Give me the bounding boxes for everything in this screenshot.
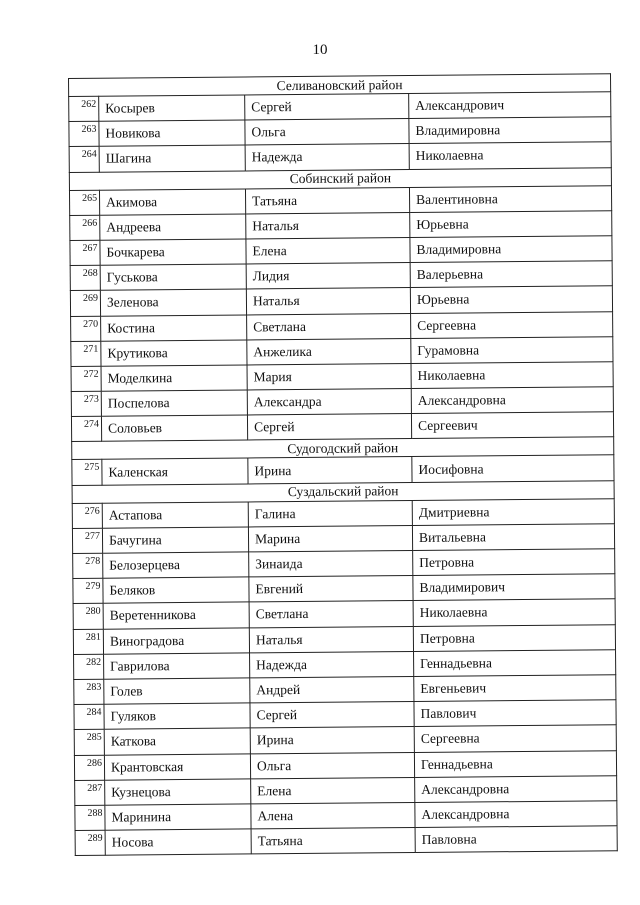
cell-name: Елена	[251, 777, 415, 804]
cell-num: 263	[69, 121, 99, 146]
cell-surname: Бачугина	[102, 527, 248, 553]
cell-patronymic: Владимировна	[409, 117, 611, 144]
cell-patronymic: Иосифовна	[412, 455, 614, 482]
cell-surname: Гуляков	[104, 703, 250, 729]
cell-patronymic: Сергеевич	[411, 412, 613, 439]
cell-name: Наталья	[246, 212, 410, 239]
page-number: 10	[312, 42, 328, 58]
cell-name: Алена	[251, 802, 415, 829]
roster-table-wrapper	[68, 73, 617, 856]
cell-name: Мария	[247, 363, 411, 390]
cell-patronymic: Геннадьевна	[414, 649, 616, 676]
cell-patronymic: Николаевна	[411, 362, 613, 389]
cell-name: Светлана	[249, 601, 413, 628]
cell-num: 279	[73, 578, 103, 603]
cell-surname: Андреева	[100, 214, 246, 240]
cell-name: Ольга	[250, 752, 414, 779]
cell-name: Ольга	[245, 119, 409, 146]
cell-patronymic: Юрьевна	[410, 286, 612, 313]
cell-num: 265	[69, 190, 99, 215]
cell-surname: Белозерцева	[103, 552, 249, 578]
cell-surname: Каткова	[104, 728, 250, 754]
cell-num: 272	[71, 366, 101, 391]
cell-surname: Каленская	[102, 458, 248, 484]
cell-patronymic: Николаевна	[409, 142, 611, 169]
cell-surname: Новикова	[99, 120, 245, 146]
cell-num: 267	[70, 240, 100, 265]
cell-num: 289	[75, 830, 105, 855]
cell-surname: Носова	[105, 829, 251, 855]
roster-table	[68, 73, 618, 856]
cell-name: Надежда	[250, 651, 414, 678]
cell-surname: Бочкарева	[100, 239, 246, 265]
cell-surname: Крутикова	[101, 340, 247, 366]
cell-num: 280	[73, 604, 103, 629]
cell-patronymic: Юрьевна	[410, 211, 612, 238]
district-name: Собинский район	[69, 167, 611, 190]
cell-patronymic: Сергеевна	[411, 311, 613, 338]
cell-patronymic: Александровна	[415, 801, 617, 828]
cell-patronymic: Витальевна	[412, 524, 614, 551]
cell-name: Сергей	[245, 94, 409, 121]
district-name: Селивановский район	[69, 74, 611, 97]
cell-num: 281	[73, 629, 103, 654]
cell-surname: Голев	[104, 678, 250, 704]
cell-name: Галина	[248, 500, 412, 527]
cell-surname: Шагина	[99, 145, 245, 171]
cell-patronymic: Николаевна	[413, 599, 615, 626]
cell-surname: Акимова	[99, 189, 245, 215]
cell-surname: Виноградова	[103, 628, 249, 654]
cell-surname: Веретенникова	[103, 602, 249, 628]
cell-patronymic: Петровна	[413, 624, 615, 651]
cell-surname: Кузнецова	[105, 779, 251, 805]
cell-num: 285	[74, 730, 104, 755]
cell-num: 278	[73, 553, 103, 578]
cell-name: Евгений	[249, 576, 413, 603]
cell-num: 282	[74, 654, 104, 679]
cell-num: 274	[71, 416, 101, 441]
cell-patronymic: Геннадьевна	[414, 750, 616, 777]
cell-patronymic: Евгеньевич	[414, 675, 616, 702]
cell-patronymic: Владимировна	[410, 236, 612, 263]
cell-num: 277	[72, 528, 102, 553]
cell-num: 287	[75, 780, 105, 805]
cell-name: Ирина	[250, 727, 414, 754]
cell-patronymic: Сергеевна	[414, 725, 616, 752]
cell-patronymic: Александровна	[415, 775, 617, 802]
cell-name: Надежда	[245, 144, 409, 171]
cell-patronymic: Валентиновна	[409, 185, 611, 212]
cell-num: 269	[70, 291, 100, 316]
cell-patronymic: Павловна	[415, 826, 617, 853]
cell-surname: Крантовская	[104, 753, 250, 779]
cell-name: Татьяна	[251, 828, 415, 855]
cell-patronymic: Петровна	[413, 549, 615, 576]
cell-num: 276	[72, 503, 102, 528]
cell-surname: Соловьев	[101, 415, 247, 441]
cell-name: Наталья	[246, 288, 410, 315]
cell-patronymic: Александровна	[411, 387, 613, 414]
cell-name: Андрей	[250, 676, 414, 703]
cell-name: Елена	[246, 237, 410, 264]
cell-patronymic: Дмитриевна	[412, 498, 614, 525]
cell-name: Марина	[248, 525, 412, 552]
cell-surname: Астапова	[102, 502, 248, 528]
district-name: Судогодский район	[72, 437, 614, 460]
cell-name: Сергей	[247, 414, 411, 441]
district-name: Суздальский район	[72, 480, 614, 503]
cell-surname: Зеленова	[100, 289, 246, 315]
cell-surname: Костина	[101, 314, 247, 340]
cell-name: Александра	[247, 389, 411, 416]
cell-name: Анжелика	[247, 338, 411, 365]
roster-table-body	[69, 74, 618, 856]
cell-num: 266	[70, 215, 100, 240]
cell-name: Ирина	[248, 457, 412, 484]
cell-name: Лидия	[246, 263, 410, 290]
cell-num: 273	[71, 391, 101, 416]
cell-patronymic: Павлович	[414, 700, 616, 727]
cell-num: 283	[74, 679, 104, 704]
cell-name: Татьяна	[245, 187, 409, 214]
cell-num: 262	[69, 96, 99, 121]
cell-num: 268	[70, 265, 100, 290]
cell-patronymic: Александрович	[409, 92, 611, 119]
cell-num: 270	[71, 316, 101, 341]
cell-num: 264	[69, 147, 99, 172]
cell-name: Сергей	[250, 702, 414, 729]
cell-surname: Гаврилова	[104, 653, 250, 679]
cell-num: 275	[72, 460, 102, 485]
cell-name: Зинаида	[249, 551, 413, 578]
cell-patronymic: Гурамовна	[411, 336, 613, 363]
cell-name: Наталья	[249, 626, 413, 653]
cell-surname: Моделкина	[101, 365, 247, 391]
cell-num: 288	[75, 805, 105, 830]
cell-num: 286	[74, 755, 104, 780]
cell-surname: Косырев	[99, 95, 245, 121]
cell-surname: Беляков	[103, 577, 249, 603]
cell-name: Светлана	[247, 313, 411, 340]
cell-num: 271	[71, 341, 101, 366]
cell-patronymic: Владимирович	[413, 574, 615, 601]
cell-surname: Гуськова	[100, 264, 246, 290]
cell-num: 284	[74, 704, 104, 729]
table-row	[75, 826, 617, 856]
cell-surname: Поспелова	[101, 390, 247, 416]
cell-patronymic: Валерьевна	[410, 261, 612, 288]
cell-surname: Маринина	[105, 804, 251, 830]
